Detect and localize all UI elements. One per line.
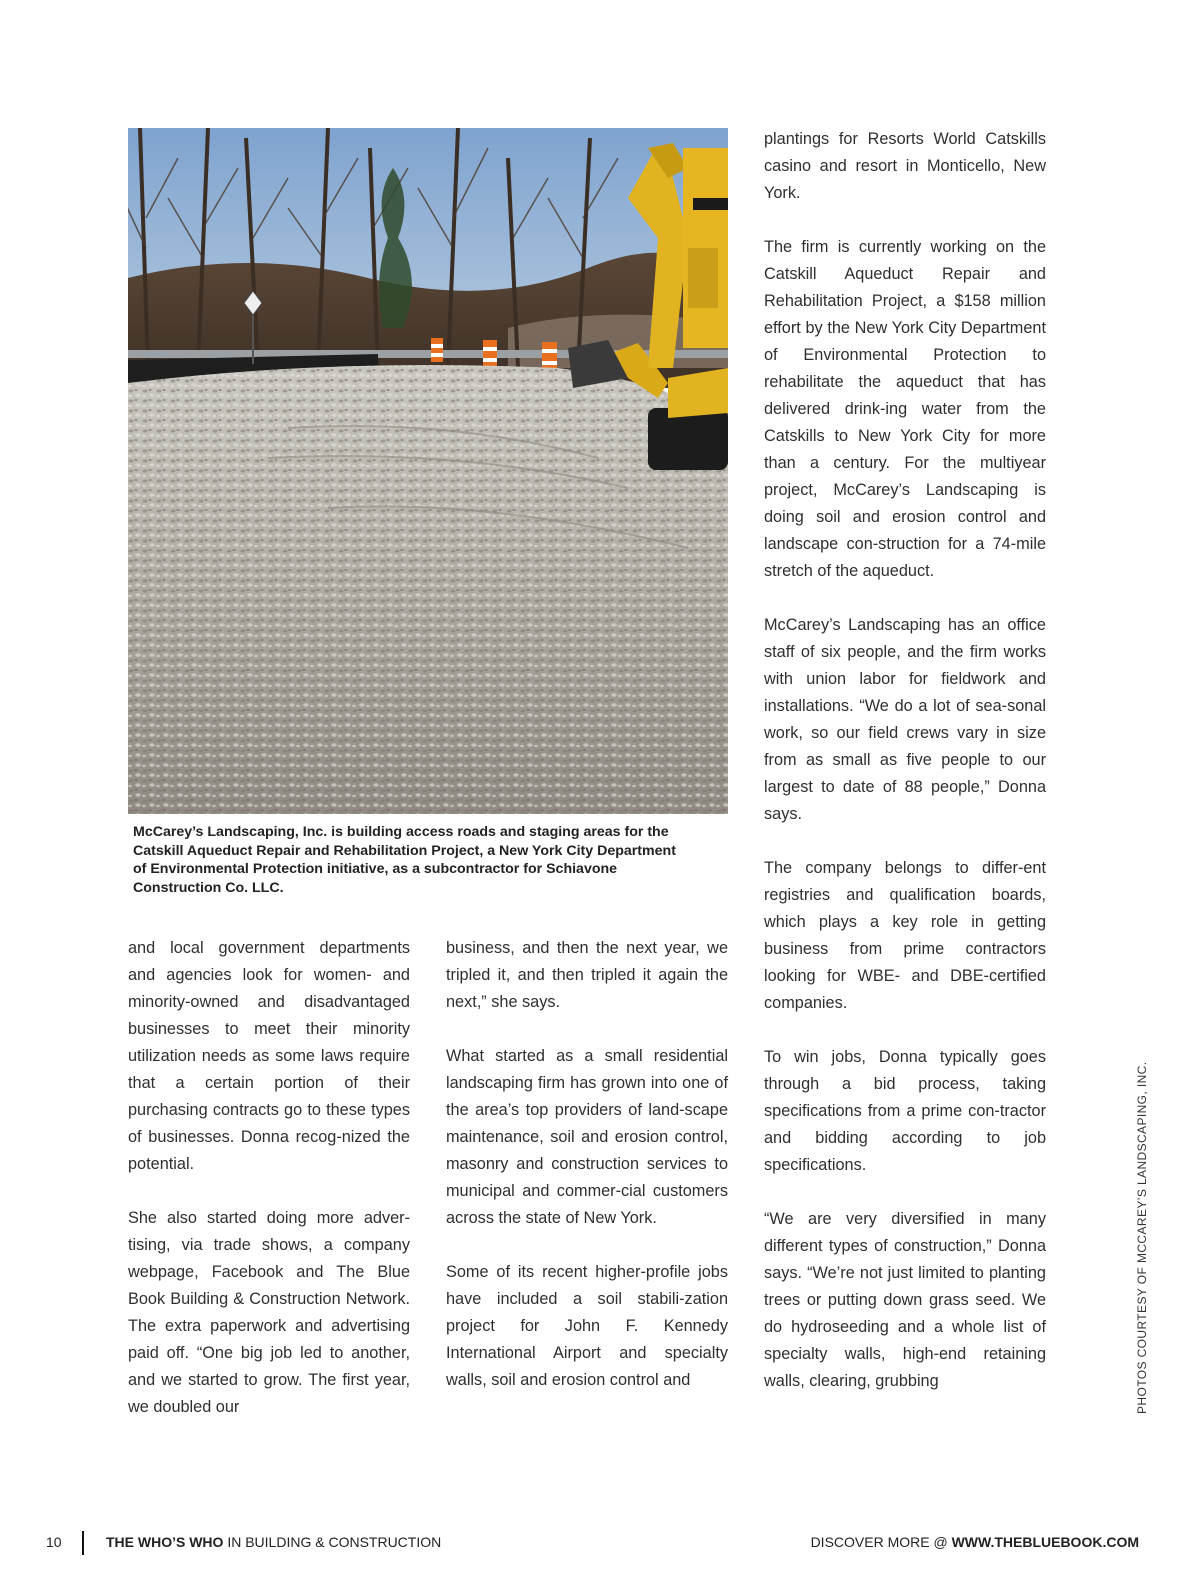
paragraph: plantings for Resorts World Catskills casino and resort in Monticello, New York.	[764, 130, 1046, 202]
photo-caption: McCarey’s Landscaping, Inc. is building access roads and staging areas for the Catskill Aqueduct Repair and Rehabilitation Project, a New York City Department of Environmental Protection initiative, as a subcontractor for Schiavone Construction Co. LLC.	[133, 824, 676, 897]
paragraph: The company belongs to differ-ent registries and qualification boards, which plays a key role in getting business from prime contractors looking for WBE- and DBE-certified companies.	[764, 859, 1046, 1012]
page-number: 10	[46, 1534, 62, 1550]
website-link[interactable]	[811, 1534, 1139, 1550]
paragraph: What started as a small residential landscaping firm has grown into one of the area’s top providers of land-scape maintenance, soil and erosion control, masonry and construction services to municipal and commer-cial customers across the state of New York.	[446, 1047, 728, 1227]
website-url[interactable]: WWW.THEBLUEBOOK.COM	[951, 1534, 1139, 1550]
publication-title	[106, 1534, 441, 1550]
footer-divider	[82, 1531, 84, 1555]
publication-title-rest: IN BUILDING & CONSTRUCTION	[223, 1534, 442, 1550]
paragraph: business, and then the next year, we tripled it, and then tripled it again the next,” she says.	[446, 939, 728, 1011]
paragraph: The firm is currently working on the Catskill Aqueduct Repair and Rehabilitation Project, a $158 million effort by the New York City Department of Environmental Protection to rehabilitate the aqueduct that has delivered drink-ing water from the Catskills to New York City for more than a century. For the multiyear project, McCarey’s Landscaping is doing soil and erosion control and landscape con-struction for a 74-mile stretch of the aqueduct.	[764, 238, 1046, 580]
paragraph: To win jobs, Donna typically goes through a bid process, taking specifications from a prime con-tractor and bidding according to job specifications.	[764, 1048, 1046, 1174]
article-column-3	[764, 126, 1046, 1395]
construction-photo	[128, 128, 728, 814]
paragraph: She also started doing more adver-tising, via trade shows, a company webpage, Facebook and The Blue Book Building & Construction Network. The extra paperwork and advertising paid off. “One big job led to another, and we started to grow. The first year, we doubled our	[128, 1209, 410, 1416]
publication-title-bold: THE WHO’S WHO	[106, 1534, 224, 1550]
photo-credit: PHOTOS COURTESY OF MCCAREY’S LANDSCAPING, INC.	[1135, 1061, 1149, 1414]
paragraph: McCarey’s Landscaping has an office staff of six people, and the firm works with union labor for fieldwork and installations. “We do a lot of sea-sonal work, so our field crews vary in size from as small as five people to our largest to date of 88 people,” Donna says.	[764, 616, 1046, 823]
article-column-2	[446, 935, 728, 1394]
paragraph: Some of its recent higher-profile jobs have included a soil stabili-zation project for John F. Kennedy International Airport and specialty walls, soil and erosion control and	[446, 1263, 728, 1389]
article-column-1	[128, 935, 410, 1421]
discover-label: DISCOVER MORE @	[810, 1534, 952, 1550]
paragraph: and local government departments and agencies look for women- and minority-owned and disadvantaged businesses to meet their minority utilization needs as some laws require that a certain portion of their purchasing contracts go to these types of businesses. Donna recog-nized the potential.	[128, 939, 410, 1173]
paragraph: “We are very diversified in many different types of construction,” Donna says. “We’re not just limited to planting trees or putting down grass seed. We do hydroseeding and a whole list of specialty walls, high-end retaining walls, clearing, grubbing	[764, 1210, 1046, 1390]
